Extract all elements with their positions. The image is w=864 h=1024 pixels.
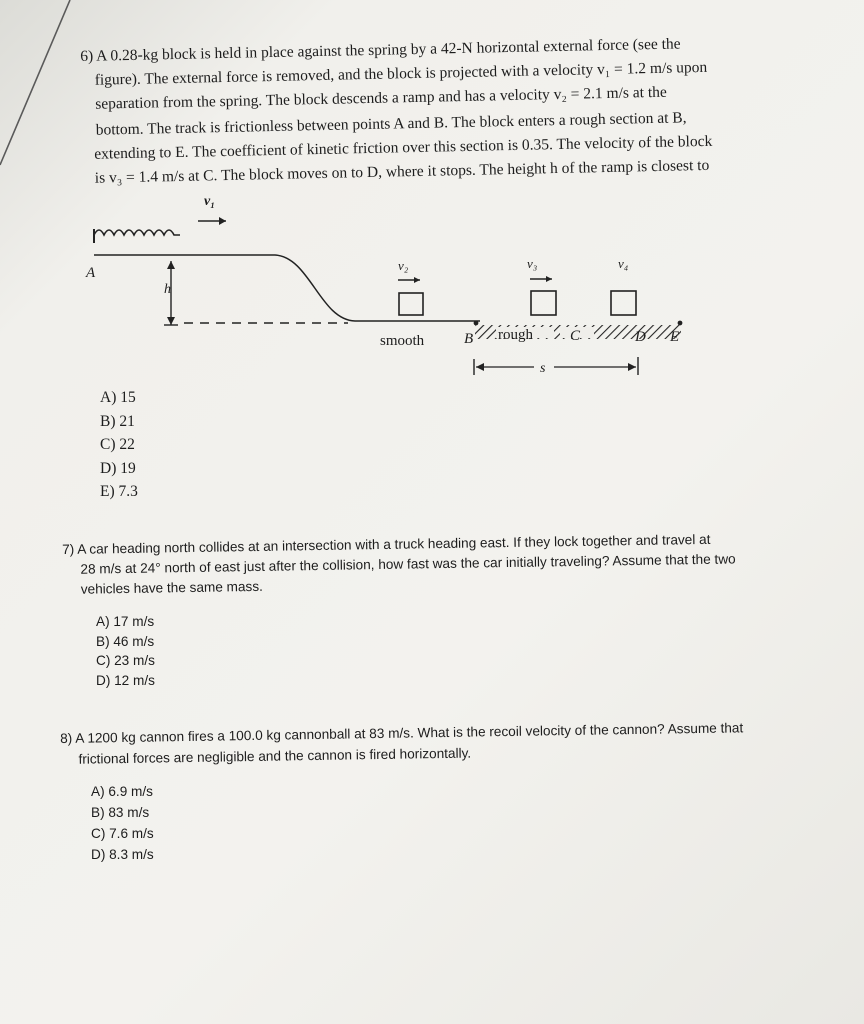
question-6-line: separation from the spring. The block descends a ramp and has a velocity v₂ = 2.1 m/s at the: [95, 83, 668, 113]
point-b-dot: [474, 321, 479, 326]
answer-choice: A) 15: [100, 389, 136, 406]
question-7-text: [62, 528, 823, 600]
smooth-label: smooth: [380, 333, 425, 349]
question-6-line: figure). The external force is removed, and the block is projected with a velocity v₁ = 1.2 m/s upon: [94, 58, 708, 89]
question-7-choices: [96, 612, 155, 690]
height-label: h: [164, 282, 171, 297]
answer-choice: C) 7.6 m/s: [91, 826, 154, 841]
block-at-v4: [611, 291, 636, 315]
question-6-line: 6) A 0.28-kg block is held in place against the spring by a 42-N horizontal external force (see the: [80, 35, 681, 65]
v4-label: v₄: [618, 256, 629, 271]
point-e-label: E: [670, 329, 680, 345]
answer-choice: A) 17 m/s: [96, 614, 155, 629]
question-6-text: [80, 30, 803, 191]
v2-arrowhead: [414, 277, 420, 283]
answer-choice: C) 23 m/s: [96, 653, 155, 669]
v1-arrowhead: [219, 217, 226, 225]
question-6-line: bottom. The track is frictionless between points A and B. The block enters a rough section at B,: [95, 109, 687, 139]
answer-choice: A) 6.9 m/s: [91, 784, 153, 799]
v3-label: v₃: [527, 256, 538, 271]
question-6-line: is v₃ = 1.4 m/s at C. The block moves on to D, where it stops. The height h of the ramp is closest to: [94, 156, 710, 187]
answer-choice: B) 21: [100, 412, 135, 430]
v1-label: v₁: [204, 194, 216, 209]
answer-choice: B) 46 m/s: [96, 633, 155, 649]
v3-arrowhead: [546, 276, 552, 282]
answer-choice: D) 12 m/s: [96, 672, 155, 688]
question-6-figure: [80, 185, 720, 385]
block-at-v3: [531, 291, 556, 315]
answer-choice: B) 83 m/s: [91, 805, 150, 820]
answer-choice: E) 7.3: [100, 483, 138, 500]
s-label: s: [540, 361, 546, 376]
s-arrow-right: [628, 363, 636, 371]
height-arrow-down: [167, 317, 175, 325]
question-6-line: extending to E. The coefficient of kinetic friction over this section is 0.35. The velocity of the block: [94, 132, 713, 163]
answer-choice: C) 22: [100, 436, 135, 453]
spring: [94, 230, 180, 235]
question-7-line: 28 m/s at 24° north of east just after the collision, how fast was the car initially traveling? Assume that the two: [80, 551, 736, 577]
question-6-choices: [100, 386, 138, 504]
rough-label: rough: [498, 327, 533, 343]
point-d-label: D: [635, 329, 646, 345]
answer-choice: D) 8.3 m/s: [91, 847, 154, 862]
question-8-line: frictional forces are negligible and the cannon is fired horizontally.: [78, 745, 472, 767]
track-ramp: [94, 255, 480, 321]
block-at-v2: [399, 293, 423, 315]
question-7-line: 7) A car heading north collides at an intersection with a truck heading east. If they lock together and travel at: [62, 531, 711, 557]
point-a-label: A: [86, 265, 96, 281]
height-arrow-up: [167, 261, 175, 269]
point-e-dot: [678, 321, 683, 326]
point-b-label: B: [464, 331, 474, 347]
s-arrow-left: [476, 363, 484, 371]
question-8-line: 8) A 1200 kg cannon fires a 100.0 kg cannonball at 83 m/s. What is the recoil velocity of the cannon? Assume that: [60, 720, 744, 746]
point-c-label: C: [570, 328, 581, 344]
question-8-choices: [91, 781, 154, 865]
v2-label: v₂: [398, 258, 409, 273]
question-7-line: vehicles have the same mass.: [80, 578, 263, 597]
answer-choice: D) 19: [100, 459, 136, 477]
